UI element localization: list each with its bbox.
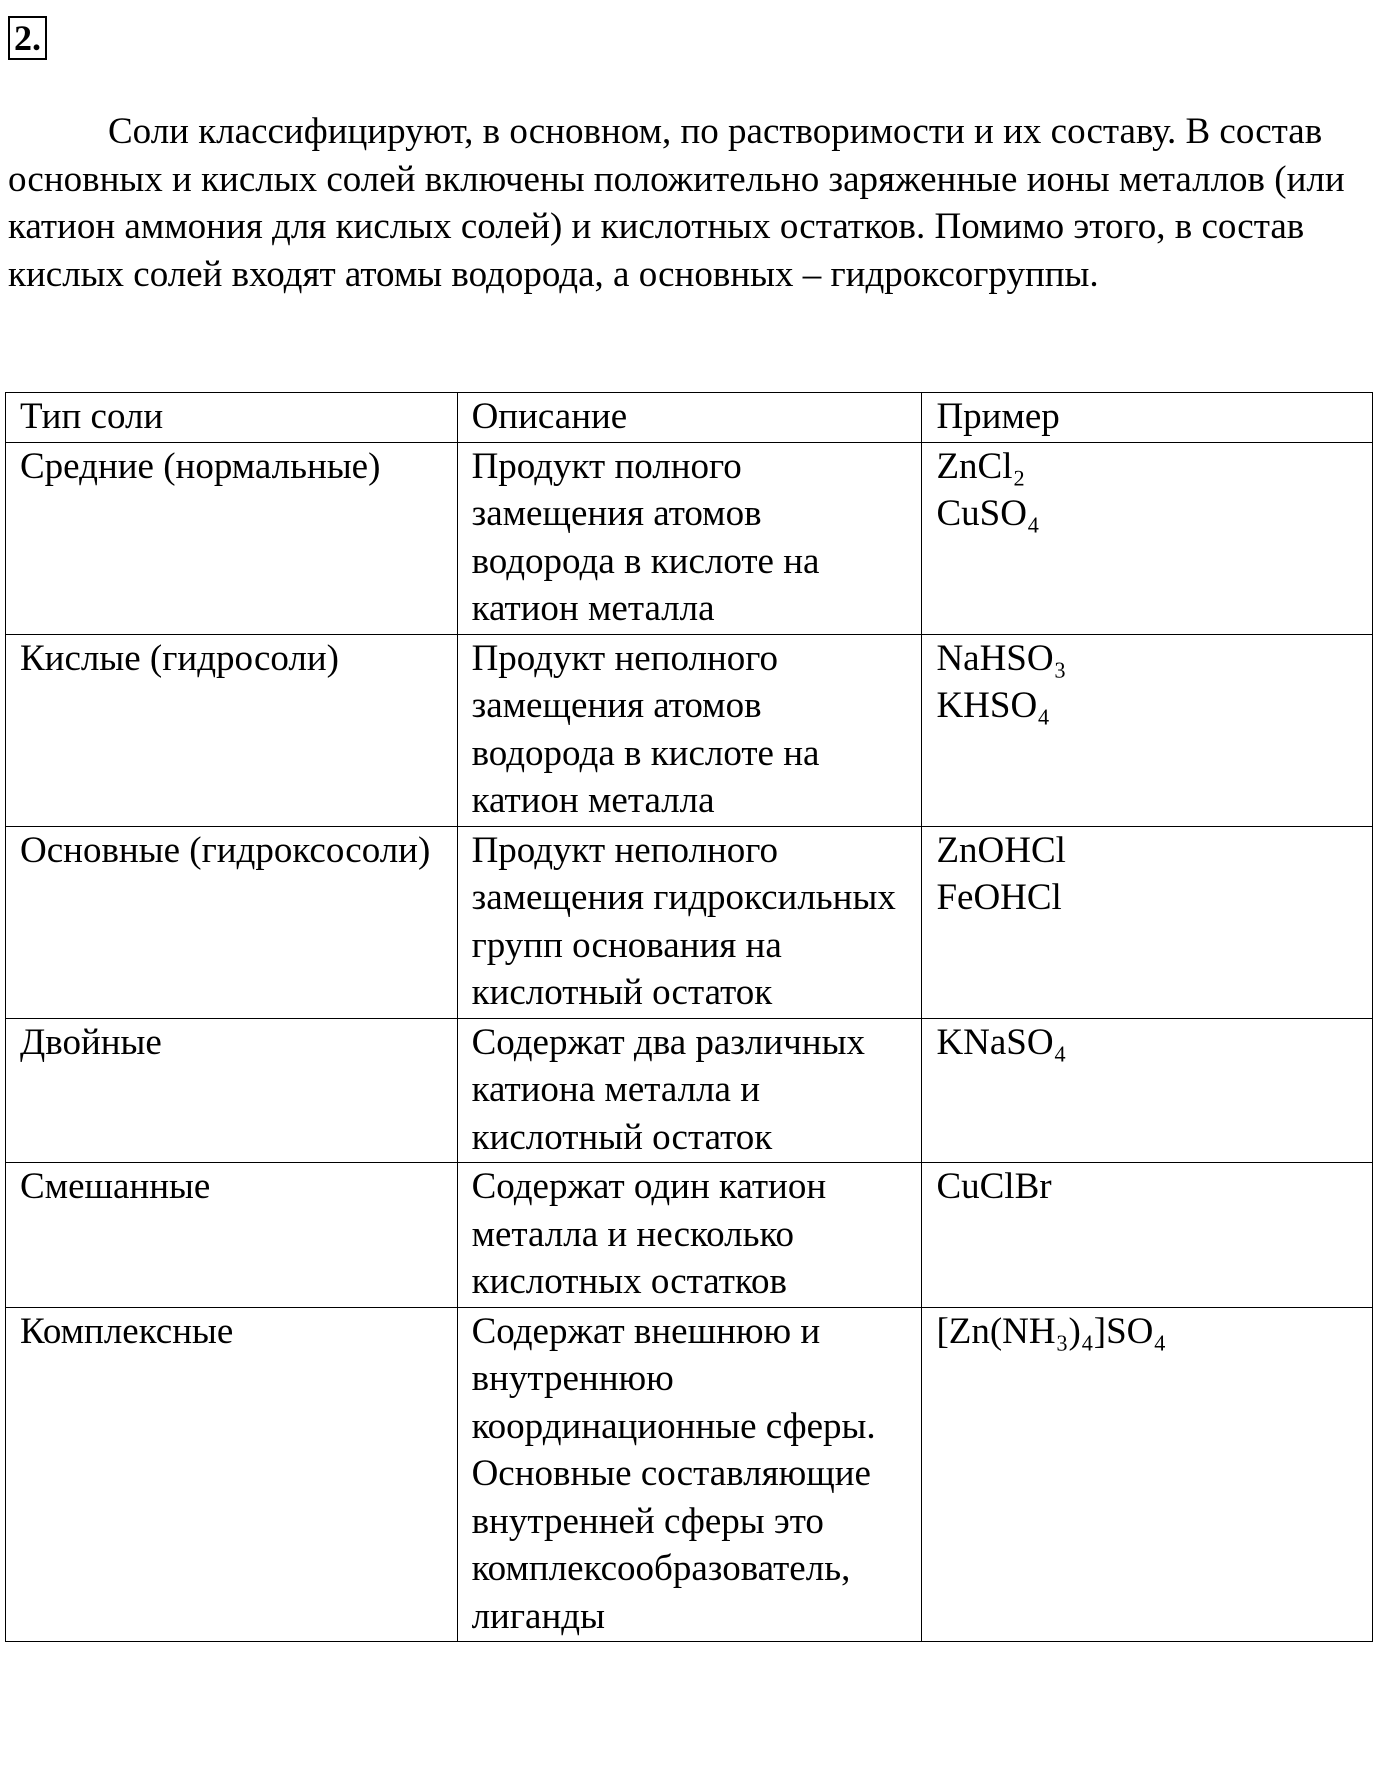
description-cell: Содержат два различных катиона металла и кислотный остаток — [457, 1018, 922, 1163]
intro-paragraph — [8, 108, 1370, 298]
example-formula: NaHSO₃ — [936, 637, 1067, 679]
salt-type-cell: Основные (гидроксосоли) — [6, 826, 458, 1018]
example-cell — [922, 1307, 1373, 1642]
description-cell: Продукт неполного замещения гидроксильных групп основания на кислотный остаток — [457, 826, 922, 1018]
salt-types-table — [5, 392, 1373, 1642]
example-formula: KNaSO₄ — [936, 1021, 1067, 1063]
salt-type-cell: Смешанные — [6, 1163, 458, 1308]
table-row — [6, 1018, 1373, 1163]
example-formula: CuSO₄ — [936, 493, 1040, 534]
intro-text: Соли классифицируют, в основном, по растворимости и их составу. В состав основных и кислых солей включены положительно заряженные ионы металлов (или катион аммония для кислых солей) и кислотных остатков. Помимо этого, в состав кислых солей входят атомы водорода, а основных – гидроксогруппы. — [8, 111, 1345, 295]
example-formula: ZnOHCl — [936, 829, 1066, 871]
example-cell — [922, 1018, 1373, 1163]
salt-type-cell: Комплексные — [6, 1307, 458, 1642]
example-formula: CuClBr — [936, 1166, 1052, 1207]
table-row — [6, 634, 1373, 826]
salt-type-cell: Двойные — [6, 1018, 458, 1163]
table-row — [6, 442, 1373, 634]
header-salt-type: Тип соли — [6, 393, 458, 443]
header-example: Пример — [922, 393, 1373, 443]
example-cell — [922, 634, 1373, 826]
example-cell — [922, 1163, 1373, 1308]
description-cell: Содержат один катион металла и несколько кислотных остатков — [457, 1163, 922, 1308]
header-description: Описание — [457, 393, 922, 443]
example-formula: [Zn(NH₃)₄]SO₄ — [936, 1310, 1167, 1352]
description-cell: Продукт полного замещения атомов водорода в кислоте на катион металла — [457, 442, 922, 634]
description-cell: Содержат внешнюю и внутреннюю координационные сферы. Основные составляющие внутренней сферы это комплексообразователь, лиганды — [457, 1307, 922, 1642]
problem-number: 2. — [8, 16, 47, 60]
table-header-row — [6, 393, 1373, 443]
table-row — [6, 1163, 1373, 1308]
example-formula: FeOHCl — [936, 877, 1062, 918]
table-row — [6, 826, 1373, 1018]
example-formula: ZnCl₂ — [936, 445, 1026, 487]
salt-type-cell: Кислые (гидросоли) — [6, 634, 458, 826]
example-cell — [922, 826, 1373, 1018]
table-row — [6, 1307, 1373, 1642]
description-cell: Продукт неполного замещения атомов водорода в кислоте на катион металла — [457, 634, 922, 826]
salt-type-cell: Средние (нормальные) — [6, 442, 458, 634]
example-formula: KHSO₄ — [936, 685, 1051, 726]
example-cell — [922, 442, 1373, 634]
